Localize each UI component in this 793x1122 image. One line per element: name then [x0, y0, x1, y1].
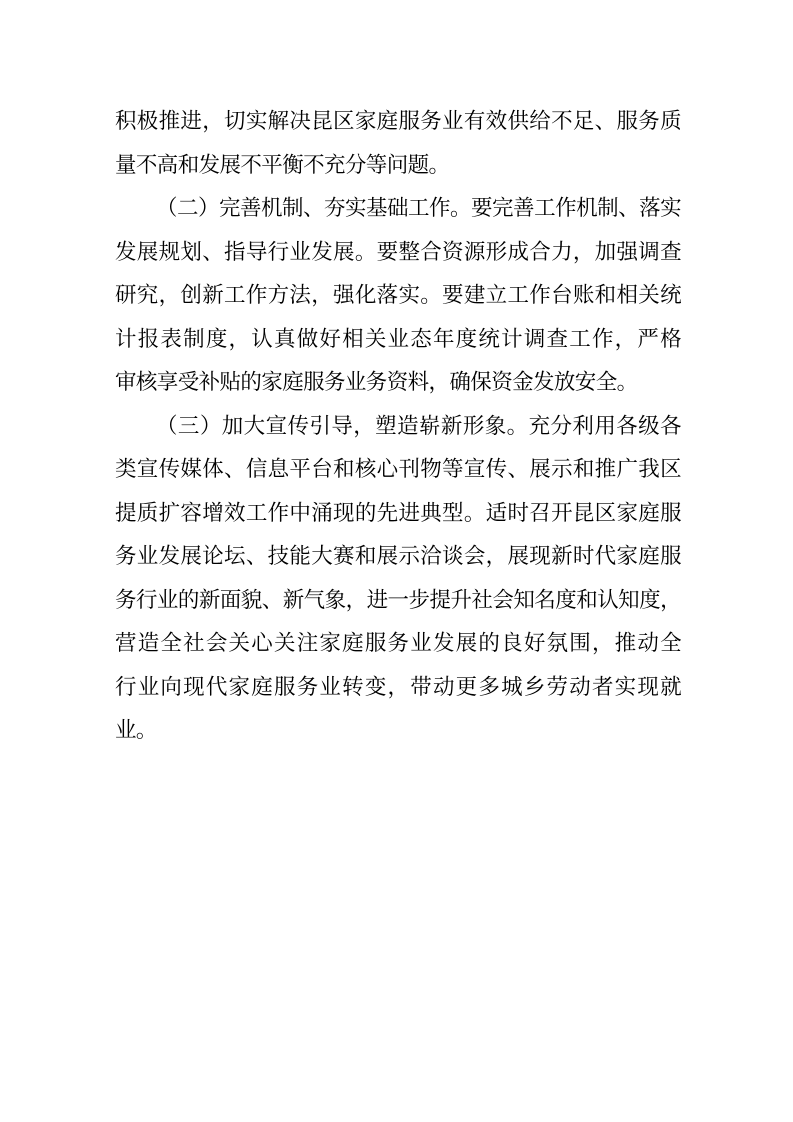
text-line: 计报表制度，认真做好相关业态年度统计调查工作，严格: [115, 326, 681, 351]
text-line: 发展规划、指导行业发展。要整合资源形成合力，加强调查: [115, 239, 681, 264]
text-line: 务行业的新面貌、新气象，进一步提升社会知名度和认知度，: [115, 587, 681, 612]
text-line: 审核享受补贴的家庭服务业务资料，确保资金发放安全。: [115, 370, 638, 394]
text-line: 务业发展论坛、技能大赛和展示洽谈会，展现新时代家庭服: [115, 544, 681, 568]
text-line: 提质扩容增效工作中涌现的先进典型。适时召开昆区家庭服: [115, 500, 681, 525]
text-line: （二）完善机制、夯实基础工作。要完善工作机制、落实: [156, 196, 681, 220]
text-line: 行业向现代家庭服务业转变，带动更多城乡劳动者实现就: [115, 674, 681, 699]
text-line: 量不高和发展不平衡不充分等问题。: [115, 152, 450, 177]
text-line: 类宣传媒体、信息平台和核心刊物等宣传、展示和推广我区: [115, 457, 681, 481]
text-line: 营造全社会关心关注家庭服务业发展的良好氛围，推动全: [115, 631, 681, 655]
text-line: 业。: [115, 718, 157, 742]
text-line: （三）加大宣传引导，塑造崭新形象。充分利用各级各: [156, 413, 681, 438]
document-body: [115, 100, 681, 753]
text-line: 积极推进，切实解决昆区家庭服务业有效供给不足、服务质: [115, 109, 681, 133]
text-line: 研究，创新工作方法，强化落实。要建立工作台账和相关统: [115, 283, 681, 307]
